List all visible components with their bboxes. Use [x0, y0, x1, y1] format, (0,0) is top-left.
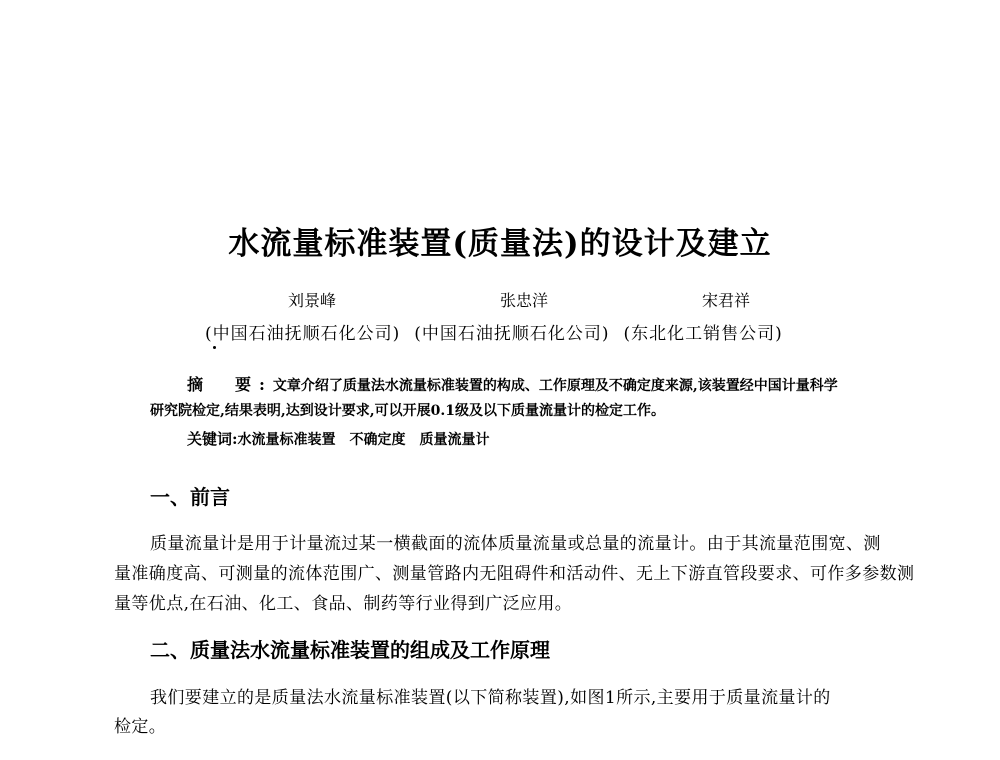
section-2-heading: 二、质量法水流量标准装置的组成及工作原理 — [150, 638, 550, 662]
author-1-name: 刘景峰 — [288, 291, 337, 310]
author-3-affiliation: (东北化工销售公司) — [623, 324, 783, 344]
section-1-line-2: 量准确度高、可测量的流体范围广、测量管路内无阻碍件和活动件、无上下游直管段要求、可作多参数测 — [114, 564, 915, 584]
section-1-line-1: 质量流量计是用于计量流过某一横截面的流体质量流量或总量的流量计。由于其流量范围宽、测 — [150, 534, 881, 554]
author-1-affiliation: (中国石油抚顺石化公司) — [205, 324, 401, 344]
section-2-line-1: 我们要建立的是质量法水流量标准装置(以下简称装置),如图1所示,主要用于质量流量计的 — [150, 688, 831, 708]
section-2-line-2: 检定。 — [114, 717, 167, 737]
abstract-label: 摘 要: — [187, 375, 273, 394]
stray-dot — [213, 346, 216, 349]
author-2-affiliation: (中国石油抚顺石化公司) — [414, 324, 610, 344]
affiliations — [205, 319, 797, 344]
keywords-line — [187, 428, 490, 449]
section-1-line-3: 量等优点,在石油、化工、食品、制药等行业得到广泛应用。 — [114, 594, 573, 614]
author-2-name: 张忠洋 — [500, 291, 549, 310]
paper-title: 水流量标准装置(质量法)的设计及建立 — [228, 226, 772, 262]
abstract-line-1 — [187, 372, 838, 395]
keywords-label: 关键词: — [187, 430, 238, 448]
keywords-text: 水流量标准装置 不确定度 质量流量计 — [237, 432, 490, 448]
section-1-heading: 一、前言 — [150, 485, 230, 509]
abstract-text-2: 研究院检定,结果表明,达到设计要求,可以开展0.1级及以下质量流量计的检定工作。 — [150, 403, 665, 419]
abstract-text-1: 文章介绍了质量法水流量标准装置的构成、工作原理及不确定度来源,该装置经中国计量科学 — [272, 378, 838, 394]
author-3-name: 宋君祥 — [702, 291, 751, 310]
